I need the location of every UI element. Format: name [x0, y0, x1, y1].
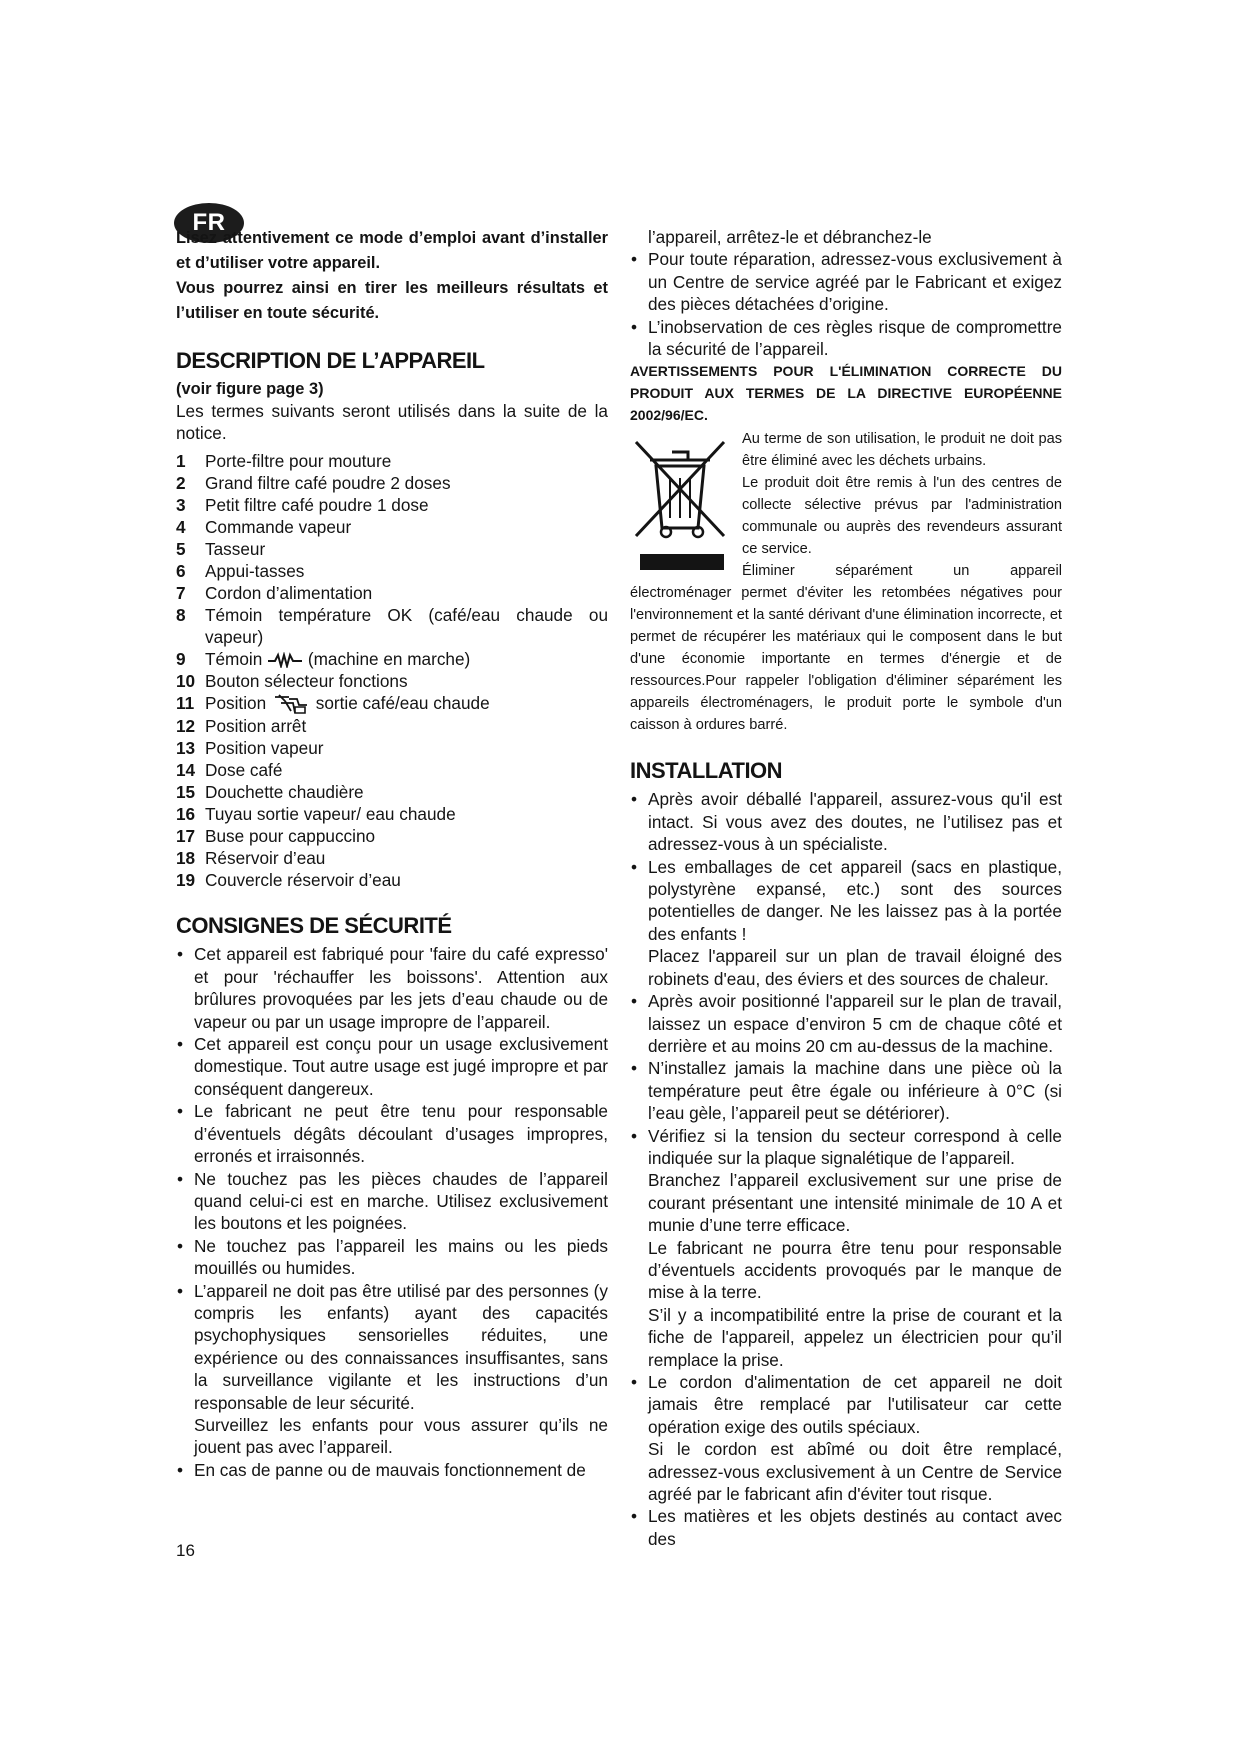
parts-list [176, 450, 608, 891]
right-column [630, 226, 1062, 1550]
list-item: • Cet appareil est fabriqué pour 'faire du café expresso' et pour 'réchauffer les boissons'. Attention aux brûlures provoquées par les jets d’eau chaude ou de vapeur ou par un usage impropre de l’appareil. [176, 943, 608, 1033]
safety-list [176, 943, 608, 1481]
list-item: • Les emballages de cet appareil (sacs en plastique, polystyrène expansé, etc.) sont des sources potentielles de danger. Ne les laissez pas à la portée des enfants ! Placez l'appareil sur un plan de travail éloigné des robinets d'eau, des éviers et des sources de chaleur. [630, 856, 1062, 990]
list-item: 10 Bouton sélecteur fonctions [176, 671, 408, 691]
list-item: • Le cordon d'alimentation de cet appareil ne doit jamais être remplacé par l'utilisateur car cette opération exige des outils spéciaux. Si le cordon est abîmé ou doit être remplacé, adressez-vous exclusivement à un Centre de Service agréé par le fabricant afin d'éviter tout risque. [630, 1371, 1062, 1505]
list-item: 18 Réservoir d’eau [176, 848, 326, 869]
crossed-bin-icon [632, 436, 732, 576]
disposal-paragraph-3b: électroménager permet d'éviter les retombées négatives pour l'environnement et la santé dérivant d'une élimination incorrecte, et permet de récupérer les matériaux qui le composent dans le but d'une économie importante en termes d'énergie et de ressources.Pour rappeler l'obligation d'éliminer séparément les appareils électroménagers, le produit porte le symbole d'un caisson à ordures barré. [630, 585, 1062, 734]
list-item: • Cet appareil est conçu pour un usage exclusivement domestique. Tout autre usage est jugé impropre et par conséquent dangereux. [176, 1033, 608, 1100]
intro-line-1: Lisez attentivement ce mode d’emploi avant d’installer et d’utiliser votre appareil. [176, 229, 608, 272]
description-subtitle: (voir figure page 3) [176, 380, 324, 398]
list-item: • En cas de panne ou de mauvais fonctionnement de [176, 1459, 608, 1481]
list-item: 15 Douchette chaudière [176, 782, 364, 803]
list-item: • Le fabricant ne peut être tenu pour responsable d’éventuels dégâts découlant d’usages impropres, erronés et irraisonnés. [176, 1100, 608, 1167]
disposal-text [742, 428, 1062, 582]
description-text: Les termes suivants seront utilisés dans la suite de la notice. [176, 401, 608, 443]
power-indicator-icon [267, 652, 303, 668]
list-item: 7 Cordon d’alimentation [176, 583, 373, 603]
list-item: • Après avoir déballé l'appareil, assurez-vous qu'il est intact. Si vous avez des doutes, ne l’utilisez pas et adressez-vous à un spécialiste. [630, 788, 1062, 855]
list-item: 17 Buse pour cappuccino [176, 826, 376, 847]
list-item: 13 Position vapeur [176, 738, 324, 759]
language-badge: FR [174, 203, 244, 243]
disposal-block [630, 428, 1062, 736]
left-column [176, 226, 608, 1481]
disposal-paragraph-2: Le produit doit être remis à l'un des centres de collecte sélective prévus par l'administration communale ou auprès des revendeurs assurant ce service. [742, 475, 1062, 558]
list-item: 5 Tasseur [176, 539, 266, 559]
list-item: • L’inobservation de ces règles risque de compromettre la sécurité de l’appareil. [630, 316, 1062, 361]
page-number: 16 [176, 1541, 195, 1560]
list-item: 16 Tuyau sortie vapeur/ eau chaude [176, 804, 456, 825]
disposal-paragraph-1: Au terme de son utilisation, le produit ne doit pas être éliminé avec les déchets urbains. [742, 431, 1062, 470]
list-item: • Les matières et les objets destinés au contact avec des [630, 1505, 1062, 1550]
list-item: 3 Petit filtre café poudre 1 dose [176, 495, 429, 515]
list-item: 1 Porte-filtre pour mouture [176, 451, 392, 471]
safety-title: CONSIGNES DE SÉCURITÉ [176, 913, 452, 939]
list-item: • L’appareil ne doit pas être utilisé par des personnes (y compris les enfants) ayant des capacités psychophysiques sensorielles réduites, une expérience ou des connaissances insuffisantes, sans la surveillance vigilante et les instructions d’un responsable de leur sécurité. Surveillez les enfants pour vous assurer qu’ils ne jouent pas avec l’appareil. [176, 1280, 608, 1459]
disposal-paragraph-3a: Éliminer séparément un appareil [742, 563, 1062, 580]
list-item: • Vérifiez si la tension du secteur correspond à celle indiquée sur la plaque signalétique de l’appareil. Branchez l’appareil exclusivement sur une prise de courant présentant une intensité minimale de 10 A et munie d’une terre efficace. Le fabricant ne pourra être tenu pour responsable d’éventuels accidents provoqués par le manque de mise à la terre. S’il y a incompatibilité entre la prise de courant et la fiche de l'appareil, appelez un électricien pour qu’il remplace la prise. [630, 1125, 1062, 1371]
list-item: 4 Commande vapeur [176, 517, 352, 537]
intro-line-2: Vous pourrez ainsi en tirer les meilleurs résultats et l’utiliser en toute sécurité. [176, 279, 608, 322]
list-item: 6 Appui-tasses [176, 561, 305, 581]
list-item: • Pour toute réparation, adressez-vous exclusivement à un Centre de service agréé par le Fabricant et exigez des pièces détachées d’origine. [630, 248, 1062, 315]
list-item: 12 Position arrêt [176, 716, 307, 737]
safety-continuation: l’appareil, arrêtez-le et débranchez-le [648, 227, 932, 247]
list-item: 9 Témoin (machine en marche) [176, 649, 471, 669]
list-item: 14 Dose café [176, 760, 283, 781]
list-item: • Ne touchez pas les pièces chaudes de l’appareil quand celui-ci est en marche. Utilisez exclusivement les boutons et les poignées. [176, 1168, 608, 1235]
installation-title: INSTALLATION [630, 758, 783, 784]
description-title: DESCRIPTION DE L’APPAREIL [176, 348, 485, 373]
list-item: • Ne touchez pas l’appareil les mains ou les pieds mouillés ou humides. [176, 1235, 608, 1280]
installation-list [630, 788, 1062, 1550]
list-item: • N’installez jamais la machine dans une pièce où la température peut être égale ou inférieure à 0°C (si l’eau gèle, l’appareil peut se détériorer). [630, 1057, 1062, 1124]
list-item: • Après avoir positionné l'appareil sur le plan de travail, laissez un espace d’environ 5 cm de chaque côté et derrière et au moins 20 cm au-dessus de la machine. [630, 990, 1062, 1057]
list-item: 11 Position sortie café/eau chaude [176, 692, 608, 715]
list-item: 2 Grand filtre café poudre 2 doses [176, 473, 451, 493]
safety-list-continued [630, 248, 1062, 360]
list-item: 19 Couvercle réservoir d’eau [176, 870, 401, 891]
list-item: 8 Témoin température OK (café/eau chaude ou vapeur) [176, 605, 608, 647]
coffee-hot-water-icon [271, 693, 311, 715]
disposal-title: AVERTISSEMENTS POUR L'ÉLIMINATION CORRECTE DU PRODUIT AUX TERMES DE LA DIRECTIVE EUROPÉENNE 2002/96/EC. [630, 363, 1062, 424]
